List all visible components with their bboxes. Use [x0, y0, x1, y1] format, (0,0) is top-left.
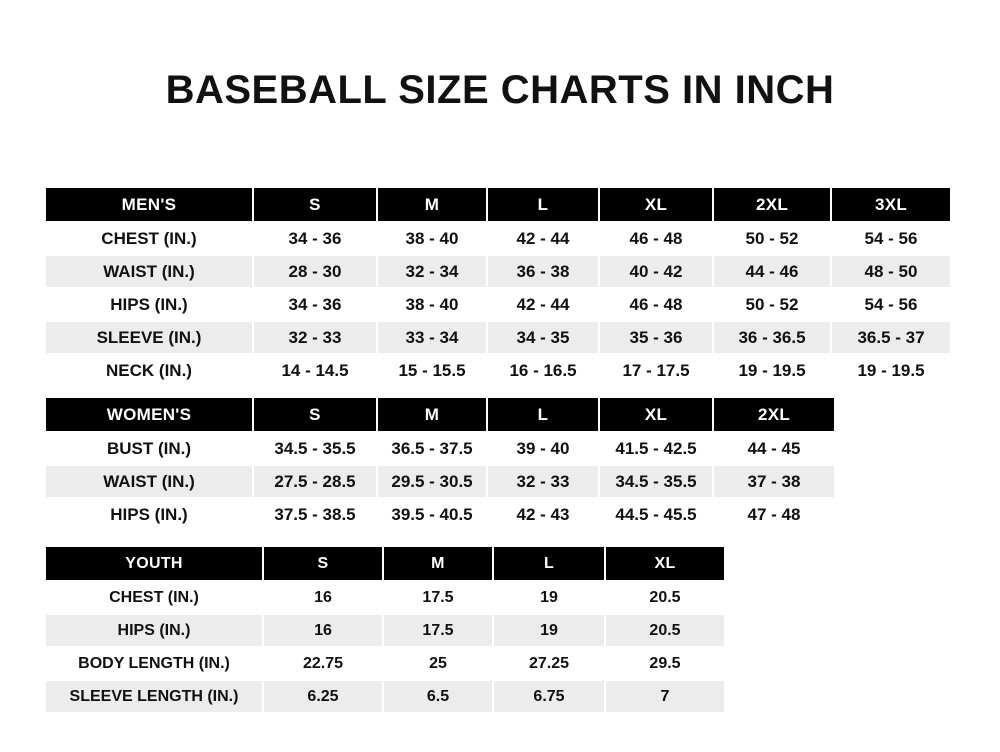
table-header-row — [45, 546, 725, 581]
table-header-row — [45, 187, 951, 222]
cell: 17.5 — [383, 614, 493, 647]
cell: 34 - 36 — [253, 288, 377, 321]
cell: 34.5 - 35.5 — [599, 465, 713, 498]
cell: 36.5 - 37 — [831, 321, 951, 354]
table-row — [45, 581, 725, 614]
cell: 37 - 38 — [713, 465, 835, 498]
mens-header-xl: XL — [599, 187, 713, 222]
cell: 50 - 52 — [713, 288, 831, 321]
womens-header-s: S — [253, 397, 377, 432]
table-row — [45, 647, 725, 680]
mens-header-3xl: 3XL — [831, 187, 951, 222]
table-row — [45, 222, 951, 255]
cell: 47 - 48 — [713, 498, 835, 531]
cell: 6.25 — [263, 680, 383, 713]
table-row — [45, 432, 835, 465]
cell: 36.5 - 37.5 — [377, 432, 487, 465]
womens-table-header — [45, 397, 835, 432]
womens-header-xl: XL — [599, 397, 713, 432]
row-label: HIPS (IN.) — [45, 498, 253, 531]
row-label: SLEEVE (IN.) — [45, 321, 253, 354]
cell: 17.5 — [383, 581, 493, 614]
row-label: HIPS (IN.) — [45, 288, 253, 321]
cell: 36 - 38 — [487, 255, 599, 288]
row-label: HIPS (IN.) — [45, 614, 263, 647]
row-label: SLEEVE LENGTH (IN.) — [45, 680, 263, 713]
cell: 48 - 50 — [831, 255, 951, 288]
cell: 34.5 - 35.5 — [253, 432, 377, 465]
table-row — [45, 288, 951, 321]
cell: 32 - 33 — [253, 321, 377, 354]
cell: 54 - 56 — [831, 222, 951, 255]
cell: 17 - 17.5 — [599, 354, 713, 387]
womens-header-l: L — [487, 397, 599, 432]
mens-header-l: L — [487, 187, 599, 222]
cell: 14 - 14.5 — [253, 354, 377, 387]
cell: 40 - 42 — [599, 255, 713, 288]
womens-size-table — [44, 396, 836, 532]
cell: 50 - 52 — [713, 222, 831, 255]
cell: 54 - 56 — [831, 288, 951, 321]
youth-size-table — [44, 545, 726, 714]
cell: 44 - 46 — [713, 255, 831, 288]
cell: 36 - 36.5 — [713, 321, 831, 354]
cell: 19 - 19.5 — [831, 354, 951, 387]
row-label: WAIST (IN.) — [45, 255, 253, 288]
cell: 41.5 - 42.5 — [599, 432, 713, 465]
cell: 44 - 45 — [713, 432, 835, 465]
cell: 32 - 34 — [377, 255, 487, 288]
mens-size-table — [44, 186, 952, 388]
mens-header-label: MEN'S — [45, 187, 253, 222]
cell: 32 - 33 — [487, 465, 599, 498]
page-title: BASEBALL SIZE CHARTS IN INCH — [165, 68, 835, 112]
mens-table-body — [45, 222, 951, 387]
table-header-row — [45, 397, 835, 432]
table-row — [45, 498, 835, 531]
row-label: BODY LENGTH (IN.) — [45, 647, 263, 680]
mens-header-2xl: 2XL — [713, 187, 831, 222]
cell: 33 - 34 — [377, 321, 487, 354]
youth-header-s: S — [263, 546, 383, 581]
cell: 6.75 — [493, 680, 605, 713]
cell: 37.5 - 38.5 — [253, 498, 377, 531]
youth-header-l: L — [493, 546, 605, 581]
cell: 16 - 16.5 — [487, 354, 599, 387]
table-row — [45, 614, 725, 647]
cell: 44.5 - 45.5 — [599, 498, 713, 531]
cell: 15 - 15.5 — [377, 354, 487, 387]
cell: 46 - 48 — [599, 222, 713, 255]
womens-header-label: WOMEN'S — [45, 397, 253, 432]
row-label: WAIST (IN.) — [45, 465, 253, 498]
row-label: BUST (IN.) — [45, 432, 253, 465]
row-label: NECK (IN.) — [45, 354, 253, 387]
womens-header-m: M — [377, 397, 487, 432]
cell: 25 — [383, 647, 493, 680]
table-row — [45, 321, 951, 354]
table-row — [45, 354, 951, 387]
cell: 16 — [263, 614, 383, 647]
cell: 42 - 44 — [487, 222, 599, 255]
youth-table-header — [45, 546, 725, 581]
table-row — [45, 255, 951, 288]
cell: 7 — [605, 680, 725, 713]
youth-table-body — [45, 581, 725, 713]
cell: 20.5 — [605, 614, 725, 647]
cell: 27.5 - 28.5 — [253, 465, 377, 498]
cell: 19 — [493, 614, 605, 647]
table-row — [45, 465, 835, 498]
womens-table-body — [45, 432, 835, 531]
cell: 39.5 - 40.5 — [377, 498, 487, 531]
cell: 28 - 30 — [253, 255, 377, 288]
mens-header-m: M — [377, 187, 487, 222]
cell: 27.25 — [493, 647, 605, 680]
table-row — [45, 680, 725, 713]
cell: 20.5 — [605, 581, 725, 614]
mens-header-s: S — [253, 187, 377, 222]
cell: 38 - 40 — [377, 288, 487, 321]
womens-header-2xl: 2XL — [713, 397, 835, 432]
cell: 29.5 - 30.5 — [377, 465, 487, 498]
cell: 19 - 19.5 — [713, 354, 831, 387]
cell: 38 - 40 — [377, 222, 487, 255]
row-label: CHEST (IN.) — [45, 222, 253, 255]
cell: 22.75 — [263, 647, 383, 680]
cell: 39 - 40 — [487, 432, 599, 465]
cell: 42 - 43 — [487, 498, 599, 531]
row-label: CHEST (IN.) — [45, 581, 263, 614]
cell: 34 - 36 — [253, 222, 377, 255]
cell: 16 — [263, 581, 383, 614]
youth-header-xl: XL — [605, 546, 725, 581]
cell: 34 - 35 — [487, 321, 599, 354]
cell: 6.5 — [383, 680, 493, 713]
cell: 35 - 36 — [599, 321, 713, 354]
cell: 46 - 48 — [599, 288, 713, 321]
cell: 42 - 44 — [487, 288, 599, 321]
cell: 29.5 — [605, 647, 725, 680]
cell: 19 — [493, 581, 605, 614]
mens-table-header — [45, 187, 951, 222]
youth-header-label: YOUTH — [45, 546, 263, 581]
youth-header-m: M — [383, 546, 493, 581]
